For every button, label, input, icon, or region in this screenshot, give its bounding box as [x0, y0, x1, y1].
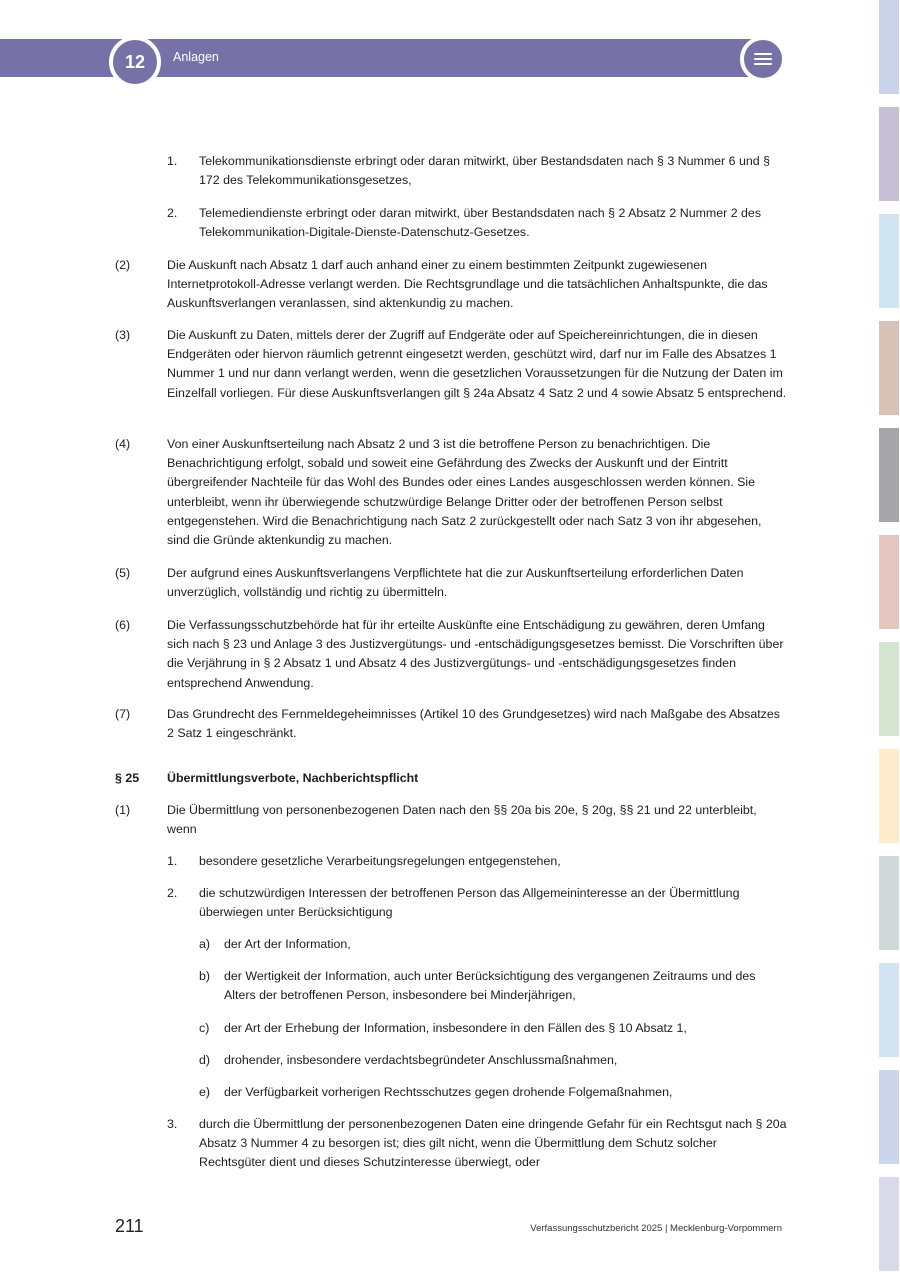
side-tab-8[interactable]: [879, 749, 899, 843]
side-tab-10[interactable]: [879, 963, 899, 1057]
item-text: Die Verfassungsschutzbehörde hat für ihr erteilte Auskünfte eine Entschädigung zu gewähren, deren Umfang sich nach § 23 und Anlage 3 des Justizvergütungs- und -entschädigungsgesetzes bemisst. Die Vorschriften über die Verjährung in § 2 Absatz 1 und Absatz 4 des Justizvergütungs- und -entschädigungsgesetzes finden entsprechend Anwendung.: [167, 618, 784, 690]
item-number: (6): [115, 618, 131, 632]
item-text: Telekommunikationsdienste erbringt oder daran mitwirkt, über Bestandsdaten nach § 3 Nummer 6 und § 172 des Telekommunikationsgesetzes,: [199, 154, 770, 188]
section-number: § 25: [115, 771, 140, 785]
item-text: der Art der Erhebung der Information, insbesondere in den Fällen des § 10 Absatz 1,: [224, 1021, 687, 1035]
side-tab-2[interactable]: [879, 107, 899, 201]
side-tab-3[interactable]: [879, 214, 899, 308]
item-number: 2.: [167, 206, 178, 220]
menu-button[interactable]: [740, 36, 786, 82]
item-text: Die Auskunft nach Absatz 1 darf auch anhand einer zu einem bestimmten Zeitpunkt zugewiesenen Internetprotokoll-Adresse verlangt werden. Die Rechtsgrundlage und die tatsächlichen Anhaltspunkte, die das Auskunftsverlangen veranlassen, sind aktenkundig zu machen.: [167, 258, 768, 311]
item-text: Das Grundrecht des Fernmeldegeheimnisses (Artikel 10 des Grundgesetzes) wird nach Maßgabe des Absatzes 2 Satz 1 eingeschränkt.: [167, 707, 780, 741]
item-number: 2.: [167, 886, 178, 900]
item-number: 3.: [167, 1117, 178, 1131]
side-tab-5[interactable]: [879, 428, 899, 522]
page-number: 211: [115, 1216, 144, 1236]
item-text: Die Auskunft zu Daten, mittels derer der Zugriff auf Endgeräte oder auf Speichereinrichtungen, die in diesen Endgeräten oder hiervon räumlich getrennt eingesetzt werden, geschützt wird, darf nur im Falle des Absatzes 1 Nummer 1 und nur dann verlangt werden, wenn die gesetzlichen Voraussetzungen für die Nutzung der Daten im Einzelfall vorliegen. Für diese Auskunftsverlangen gilt § 24a Absatz 4 Satz 2 und 4 sowie Absatz 5 entsprechend.: [167, 328, 787, 400]
item-text: der Art der Information,: [224, 937, 351, 951]
side-tab-11[interactable]: [879, 1070, 899, 1164]
item-text: Von einer Auskunftserteilung nach Absatz 2 und 3 ist die betroffene Person zu benachrichtigen. Die Benachrichtigung erfolgt, sobald und soweit eine Gefährdung des Zwecks der Auskunft und der Eintritt übergreifender Nachteile für das Wohl des Bundes oder eines Landes ausgeschlossen werden können. Sie unterbleibt, wenn ihr überwiegende schutzwürdige Belange Dritter oder der betroffenen Person selbst entgegenstehen. Wird die Benachrichtigung nach Satz 2 zurückgestellt oder nach Satz 3 von ihr abgesehen, sind die Gründe aktenkundig zu machen.: [167, 437, 762, 548]
item-number: (5): [115, 566, 131, 580]
chapter-number-badge: 12: [109, 36, 161, 88]
item-number: 1.: [167, 854, 178, 868]
item-number: (1): [115, 803, 131, 817]
side-tab-4[interactable]: [879, 321, 899, 415]
side-tab-1[interactable]: [879, 0, 899, 94]
item-number: e): [199, 1085, 211, 1099]
item-number: (7): [115, 707, 131, 721]
menu-icon: [754, 53, 772, 65]
side-tab-6[interactable]: [879, 535, 899, 629]
footer-publication: Verfassungsschutzbericht 2025 | Mecklenburg-Vorpommern: [530, 1223, 782, 1234]
item-text: Telemediendienste erbringt oder daran mitwirkt, über Bestandsdaten nach § 2 Absatz 2 Nummer 2 des Telekommunikation-Digitale-Dienste-Datenschutz-Gesetzes.: [199, 206, 762, 240]
item-text: drohender, insbesondere verdachtsbegründeter Anschlussmaßnahmen,: [224, 1053, 618, 1067]
item-text: besondere gesetzliche Verarbeitungsregelungen entgegenstehen,: [199, 854, 561, 868]
side-tab-9[interactable]: [879, 856, 899, 950]
item-text: durch die Übermittlung der personenbezogenen Daten eine dringende Gefahr für ein Rechtsgut nach § 20a Absatz 3 Nummer 4 zu besorgen ist; dies gilt nicht, wenn die Übermittlung dem Schutz solcher Rechtsgüter dient und dieses Schutzinteresse überwiegt, oder: [199, 1117, 787, 1170]
section-title: Übermittlungsverbote, Nachberichtspflicht: [167, 771, 419, 785]
item-number: d): [199, 1053, 211, 1067]
item-number: 1.: [167, 154, 178, 168]
item-text: Die Übermittlung von personenbezogenen Daten nach den §§ 20a bis 20e, § 20g, §§ 21 und 22 unterbleibt, wenn: [167, 803, 757, 837]
item-text: der Verfügbarkeit vorherigen Rechtsschutzes gegen drohende Folgemaßnahmen,: [224, 1085, 673, 1099]
item-number: c): [199, 1021, 210, 1035]
item-number: (3): [115, 328, 131, 342]
item-number: a): [199, 937, 211, 951]
item-text: die schutzwürdigen Interessen der betroffenen Person das Allgemeininteresse an der Übermittlung überwiegen unter Berücksichtigung: [199, 886, 740, 920]
item-number: (2): [115, 258, 131, 272]
item-text: Der aufgrund eines Auskunftsverlangens Verpflichtete hat die zur Auskunftserteilung erforderlichen Daten unverzüglich, vollständig und richtig zu übermitteln.: [167, 566, 744, 600]
chapter-title: Anlagen: [173, 50, 219, 64]
item-text: der Wertigkeit der Information, auch unter Berücksichtigung des vergangenen Zeitraums und des Alters der betroffenen Person, insbesondere bei Minderjährigen,: [224, 969, 756, 1003]
item-number: b): [199, 969, 211, 983]
item-number: (4): [115, 437, 131, 451]
side-tab-12[interactable]: [879, 1177, 899, 1271]
side-tab-7[interactable]: [879, 642, 899, 736]
